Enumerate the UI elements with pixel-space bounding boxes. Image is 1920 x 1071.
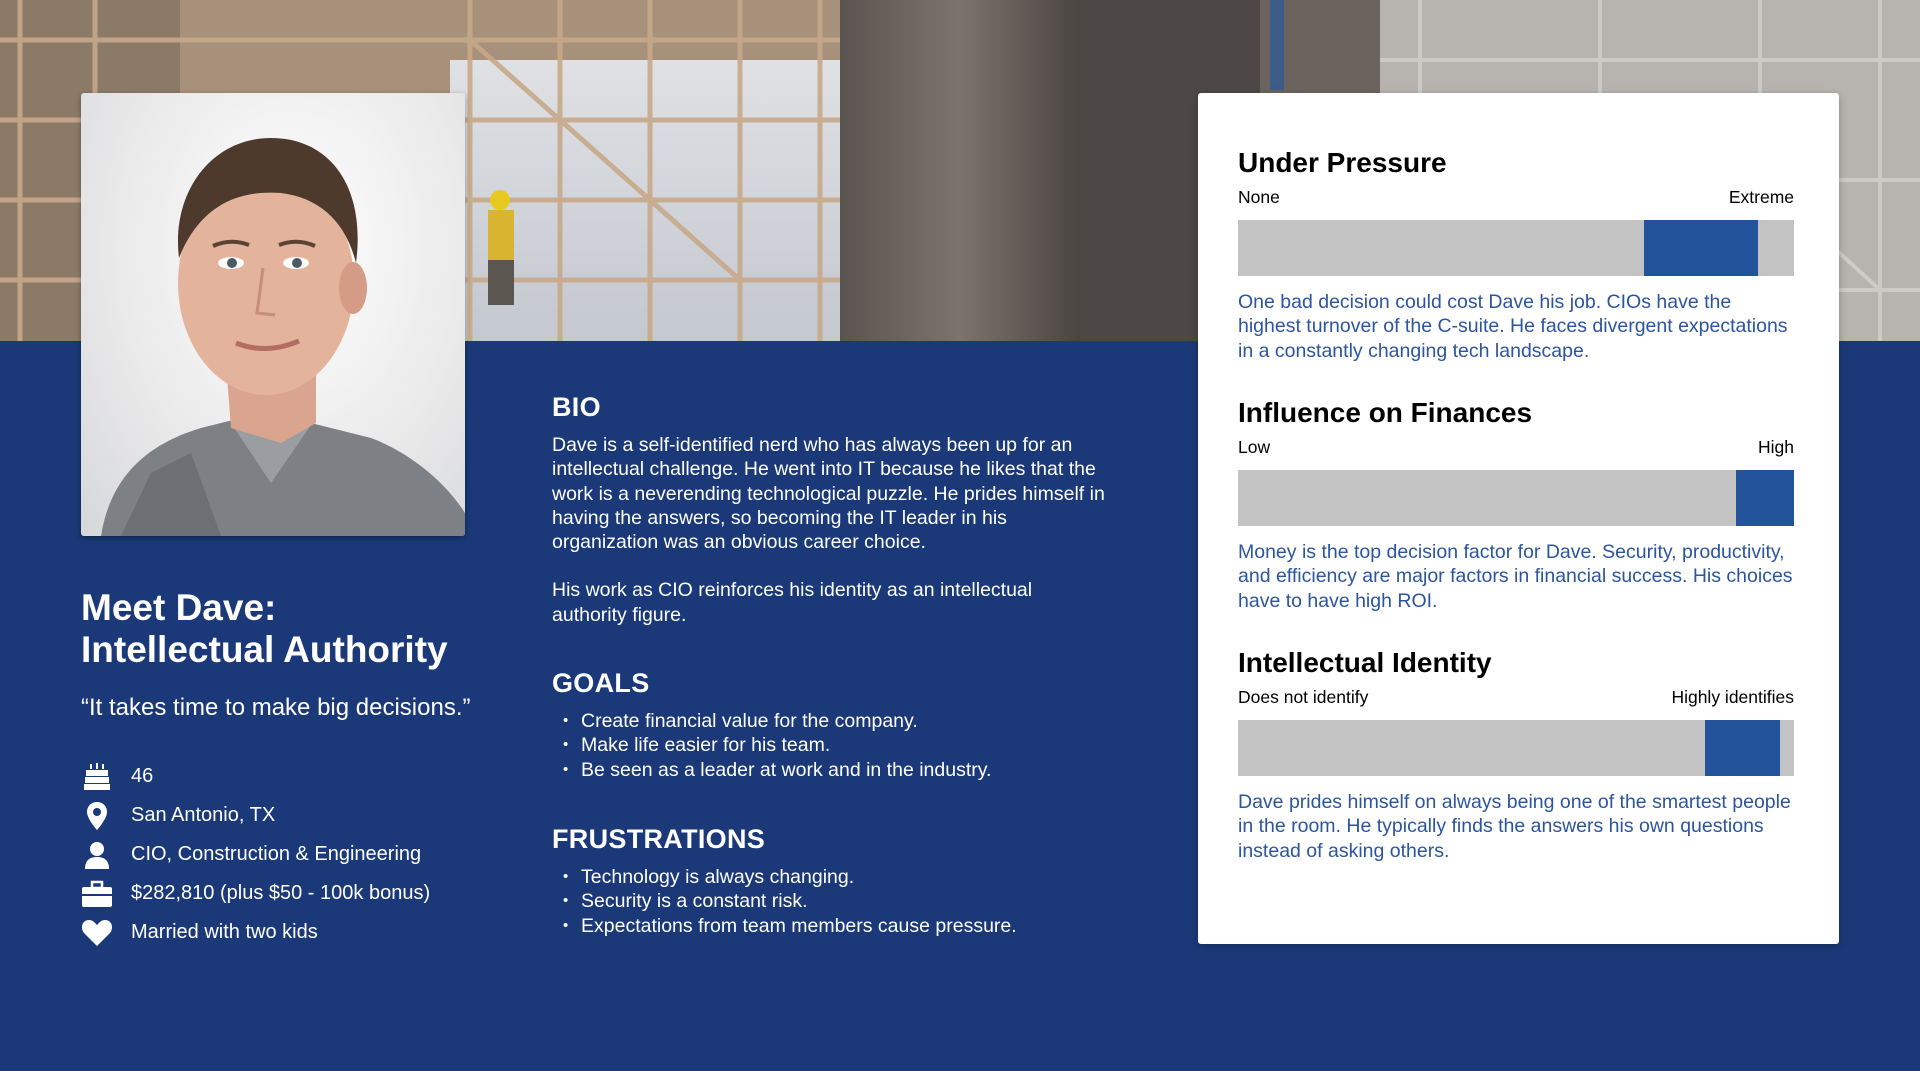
metric-description: One bad decision could cost Dave his job. CIOs have the highest turnover of the C-suite. He faces divergent expectations in a constantly changing tech landscape. — [1238, 291, 1788, 362]
fact-job-text: CIO, Construction & Engineering — [131, 843, 422, 865]
title-line-1: Meet Dave: — [81, 587, 277, 628]
details-column — [552, 392, 1112, 937]
fact-job — [81, 835, 501, 874]
scale-high-label: High — [1758, 437, 1794, 457]
fact-age-text: 46 — [131, 765, 154, 787]
title-line-2: Intellectual Authority — [81, 629, 448, 670]
bio-paragraph-2: His work as CIO reinforces his identity as an intellectual authority figure. — [552, 579, 1033, 626]
fact-family — [81, 913, 501, 952]
frustrations-section — [552, 824, 1112, 938]
goals-heading: GOALS — [552, 668, 650, 698]
goal-item: • Be seen as a leader at work and in the industry. — [552, 758, 1112, 782]
fact-location-text: San Antonio, TX — [131, 804, 276, 826]
fact-location — [81, 796, 501, 835]
attributes-card — [1198, 93, 1839, 944]
scale-high-label: Extreme — [1728, 187, 1794, 207]
metric-bar-track — [1238, 720, 1794, 776]
goals-section — [552, 668, 1112, 782]
frustrations-list — [552, 865, 1112, 938]
persona-facts-list — [81, 757, 501, 952]
fact-age — [81, 757, 501, 796]
metric-scale-labels — [1238, 437, 1794, 459]
metric-intellectual-identity — [1238, 646, 1794, 863]
metric-description: Dave prides himself on always being one of the smartest people in the room. He typically finds the answers his own questions instead of asking others. — [1238, 791, 1791, 862]
frustration-item: • Security is a constant risk. — [552, 889, 1112, 913]
metric-bar-track — [1238, 220, 1794, 276]
location-pin-icon — [81, 801, 113, 831]
goals-list — [552, 709, 1112, 782]
goal-item: • Make life easier for his team. — [552, 733, 1112, 757]
metric-bar-fill — [1736, 470, 1794, 526]
goal-item: • Create financial value for the company. — [552, 709, 1112, 733]
scale-low-label: Low — [1238, 437, 1271, 457]
persona-quote: “It takes time to make big decisions.” — [81, 694, 471, 721]
scale-high-label: Highly identifies — [1671, 687, 1794, 707]
metric-title: Under Pressure — [1238, 147, 1447, 178]
scale-low-label: None — [1238, 187, 1280, 207]
person-icon — [81, 840, 113, 870]
metric-influence-on-finances — [1238, 396, 1794, 613]
frustration-item: • Technology is always changing. — [552, 865, 1112, 889]
metric-scale-labels — [1238, 187, 1794, 209]
scale-low-label: Does not identify — [1238, 687, 1369, 707]
frustrations-heading: FRUSTRATIONS — [552, 824, 766, 854]
heart-icon — [81, 918, 113, 948]
metric-bar-track — [1238, 470, 1794, 526]
man-portrait — [81, 93, 465, 536]
bio-paragraph-1: Dave is a self-identified nerd who has always been up for an intellectual challenge. He went into IT because he likes that the work is a neverending technological puzzle. He prides himself in having the answers, so becoming the IT leader in his organization was an obvious career choice. — [552, 434, 1105, 554]
frustration-item: • Expectations from team members cause pressure. — [552, 914, 1112, 938]
birthday-cake-icon — [81, 762, 113, 792]
metric-scale-labels — [1238, 687, 1794, 709]
metric-title: Intellectual Identity — [1238, 647, 1492, 678]
portrait-photo — [81, 93, 465, 536]
persona-title — [81, 587, 501, 671]
bio-section — [552, 392, 1112, 627]
metric-title: Influence on Finances — [1238, 397, 1533, 428]
fact-salary — [81, 874, 501, 913]
metric-bar-fill — [1644, 220, 1758, 276]
fact-salary-text: $282,810 (plus $50 - 100k bonus) — [131, 882, 431, 904]
metric-under-pressure — [1238, 146, 1794, 363]
metric-description: Money is the top decision factor for Dave. Security, productivity, and efficiency are major factors in financial success. His choices have to have high ROI. — [1238, 541, 1793, 612]
bio-heading: BIO — [552, 392, 601, 422]
fact-family-text: Married with two kids — [131, 921, 318, 943]
briefcase-icon — [81, 879, 113, 909]
metric-bar-fill — [1705, 720, 1780, 776]
